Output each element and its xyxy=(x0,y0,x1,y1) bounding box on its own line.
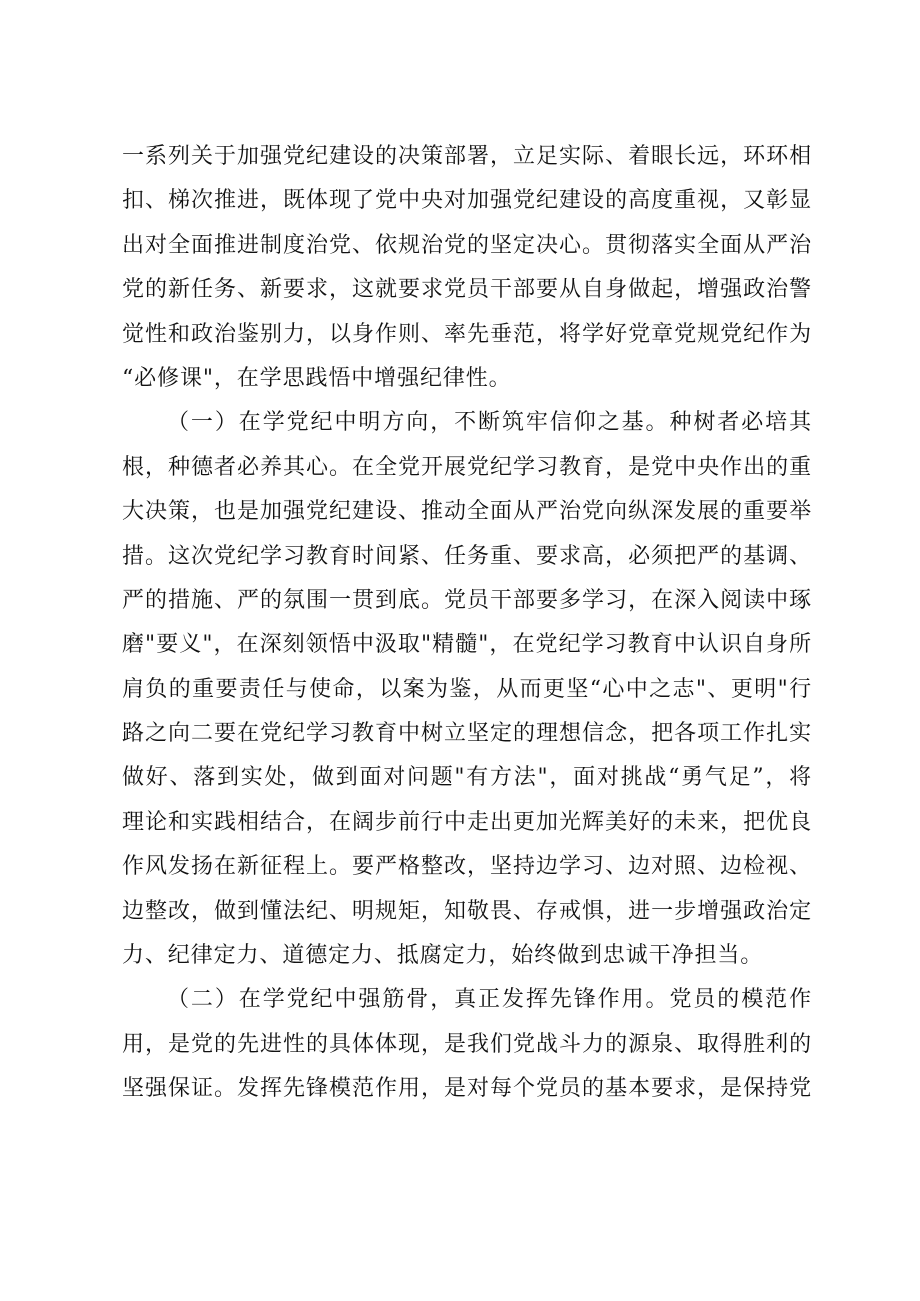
text-line-17: 作风发扬在新征程上。要严格整改，坚持边学习、边对照、边检视、 xyxy=(122,854,812,880)
text-line-9: 大决策，也是加强党纪建设、推动全面从严治党向纵深发展的重要举 xyxy=(122,499,812,525)
text-line-13: 肩负的重要责任与使命，以案为鉴，从而更坚“心中之志"、更明"行 xyxy=(122,676,812,702)
text-line-5: 觉性和政治鉴别力，以身作则、率先垂范，将学好党章党规党纪作为 xyxy=(122,321,812,347)
text-line-6: “必修课"，在学思践悟中增强纪律性。 xyxy=(122,365,512,391)
text-line-11: 严的措施、严的氛围一贯到底。党员干部要多学习，在深入阅读中琢 xyxy=(122,587,812,613)
text-line-4: 党的新任务、新要求，这就要求党员干部要从自身做起，增强政治警 xyxy=(122,277,812,303)
text-line-15: 做好、落到实处，做到面对问题"有方法"，面对挑战“勇气足”，将 xyxy=(122,765,812,791)
text-line-8: 根，种德者必养其心。在全党开展党纪学习教育，是党中央作出的重 xyxy=(122,454,812,480)
text-line-10: 措。这次党纪学习教育时间紧、任务重、要求高，必须把严的基调、 xyxy=(122,543,812,569)
section-heading-1: （一）在学党纪中明方向，不断筑牢信仰之基。种树者必培其 xyxy=(167,410,812,436)
body-text xyxy=(122,135,812,1112)
text-line-18: 边整改，做到懂法纪、明规矩，知敬畏、存戒惧，进一步增强政治定 xyxy=(122,898,812,924)
text-line-16: 理论和实践相结合，在阔步前行中走出更加光辉美好的未来，把优良 xyxy=(122,809,812,835)
text-line-14: 路之向二要在党纪学习教育中树立坚定的理想信念，把各项工作扎实 xyxy=(122,721,812,747)
section-heading-2: （二）在学党纪中强筋骨，真正发挥先锋作用。党员的模范作 xyxy=(167,987,812,1013)
text-line-12: 磨"要义"，在深刻领悟中汲取"精髓"，在党纪学习教育中认识自身所 xyxy=(122,632,812,658)
text-line-3: 出对全面推进制度治党、依规治党的坚定决心。贯彻落实全面从严治 xyxy=(122,232,812,258)
text-line-2: 扣、梯次推进，既体现了党中央对加强党纪建设的高度重视，又彰显 xyxy=(122,188,812,214)
text-line-19: 力、纪律定力、道德定力、抵腐定力，始终做到忠诚干净担当。 xyxy=(122,943,764,969)
text-line-1: 一系列关于加强党纪建设的决策部署，立足实际、着眼长远，环环相 xyxy=(122,144,812,169)
text-line-22: 坚强保证。发挥先锋模范作用，是对每个党员的基本要求，是保持党 xyxy=(122,1076,812,1102)
text-line-21: 用，是党的先进性的具体体现，是我们党战斗力的源泉、取得胜利的 xyxy=(122,1031,812,1057)
